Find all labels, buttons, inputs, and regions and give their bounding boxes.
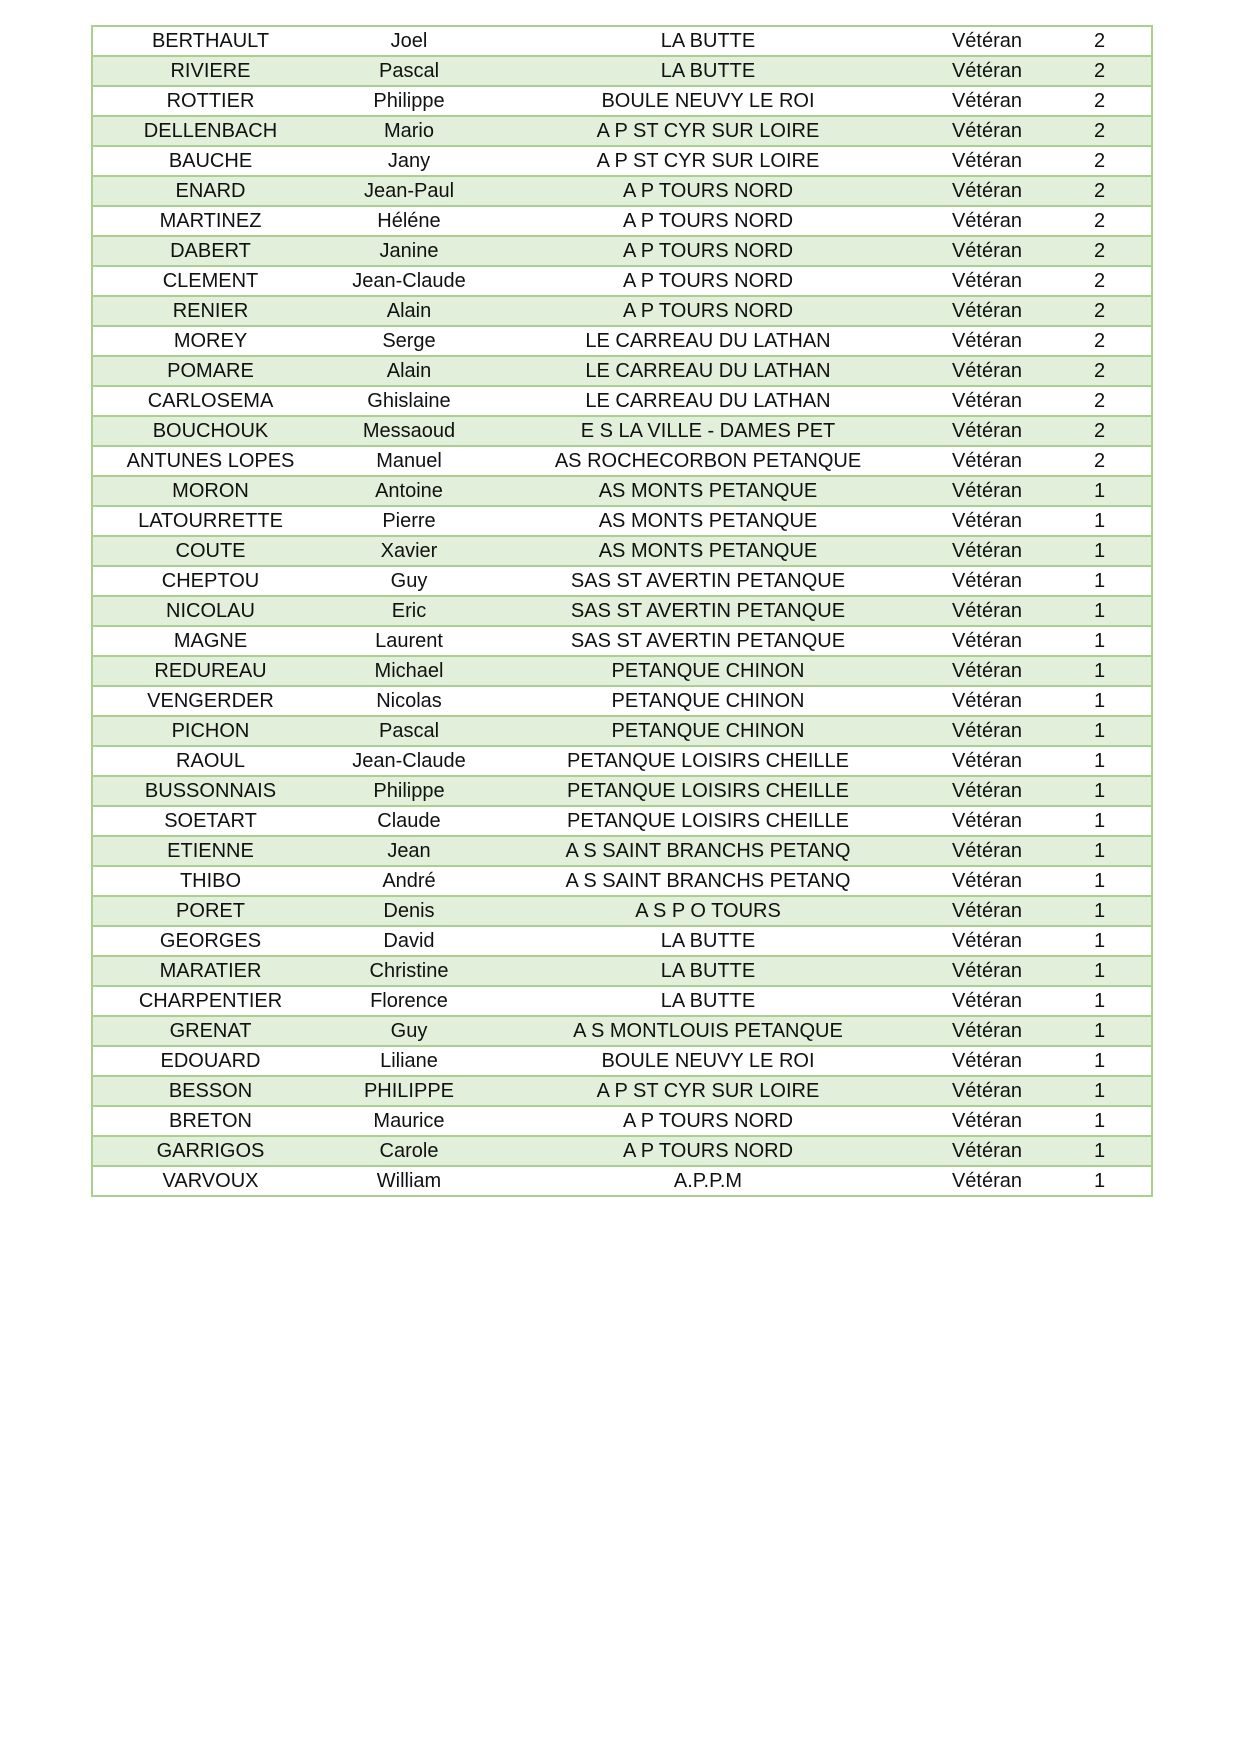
player-category: Vétéran — [926, 446, 1048, 476]
player-club: LE CARREAU DU LATHAN — [490, 326, 926, 356]
table-row — [92, 446, 1152, 476]
player-first-name: Claude — [328, 806, 490, 836]
player-club: A S SAINT BRANCHS PETANQ — [490, 836, 926, 866]
player-last-name: LATOURRETTE — [92, 506, 328, 536]
player-last-name: VENGERDER — [92, 686, 328, 716]
player-category: Vétéran — [926, 1016, 1048, 1046]
players-table — [91, 25, 1153, 1197]
player-points: 1 — [1048, 806, 1152, 836]
player-first-name: Jany — [328, 146, 490, 176]
player-category: Vétéran — [926, 1046, 1048, 1076]
player-last-name: NICOLAU — [92, 596, 328, 626]
player-club: AS ROCHECORBON PETANQUE — [490, 446, 926, 476]
player-points: 2 — [1048, 296, 1152, 326]
player-category: Vétéran — [926, 236, 1048, 266]
player-club: A S MONTLOUIS PETANQUE — [490, 1016, 926, 1046]
player-first-name: Xavier — [328, 536, 490, 566]
player-category: Vétéran — [926, 716, 1048, 746]
player-club: SAS ST AVERTIN PETANQUE — [490, 566, 926, 596]
player-club: PETANQUE LOISIRS CHEILLE — [490, 806, 926, 836]
player-club: PETANQUE LOISIRS CHEILLE — [490, 746, 926, 776]
player-club: PETANQUE CHINON — [490, 716, 926, 746]
player-last-name: GEORGES — [92, 926, 328, 956]
player-category: Vétéran — [926, 416, 1048, 446]
player-club: AS MONTS PETANQUE — [490, 536, 926, 566]
table-row — [92, 116, 1152, 146]
player-last-name: EDOUARD — [92, 1046, 328, 1076]
player-points: 1 — [1048, 686, 1152, 716]
player-last-name: RENIER — [92, 296, 328, 326]
player-last-name: DELLENBACH — [92, 116, 328, 146]
table-row — [92, 686, 1152, 716]
player-first-name: Florence — [328, 986, 490, 1016]
player-last-name: DABERT — [92, 236, 328, 266]
player-category: Vétéran — [926, 206, 1048, 236]
player-first-name: Eric — [328, 596, 490, 626]
player-club: SAS ST AVERTIN PETANQUE — [490, 626, 926, 656]
table-row — [92, 476, 1152, 506]
player-first-name: Liliane — [328, 1046, 490, 1076]
table-row — [92, 746, 1152, 776]
player-category: Vétéran — [926, 656, 1048, 686]
player-last-name: GRENAT — [92, 1016, 328, 1046]
table-row — [92, 926, 1152, 956]
player-first-name: Ghislaine — [328, 386, 490, 416]
player-club: A P TOURS NORD — [490, 206, 926, 236]
player-category: Vétéran — [926, 596, 1048, 626]
player-last-name: REDUREAU — [92, 656, 328, 686]
player-points: 1 — [1048, 1076, 1152, 1106]
table-row — [92, 26, 1152, 56]
player-first-name: Pierre — [328, 506, 490, 536]
player-category: Vétéran — [926, 1076, 1048, 1106]
player-category: Vétéran — [926, 536, 1048, 566]
player-club: PETANQUE LOISIRS CHEILLE — [490, 776, 926, 806]
player-points: 1 — [1048, 926, 1152, 956]
player-category: Vétéran — [926, 986, 1048, 1016]
player-club: LA BUTTE — [490, 26, 926, 56]
table-row — [92, 1016, 1152, 1046]
player-category: Vétéran — [926, 176, 1048, 206]
player-points: 1 — [1048, 1016, 1152, 1046]
table-row — [92, 956, 1152, 986]
player-first-name: David — [328, 926, 490, 956]
player-points: 2 — [1048, 386, 1152, 416]
player-category: Vétéran — [926, 386, 1048, 416]
player-category: Vétéran — [926, 896, 1048, 926]
table-row — [92, 206, 1152, 236]
player-club: A P TOURS NORD — [490, 1106, 926, 1136]
table-row — [92, 416, 1152, 446]
player-points: 1 — [1048, 986, 1152, 1016]
player-first-name: Alain — [328, 356, 490, 386]
table-row — [92, 566, 1152, 596]
player-last-name: COUTE — [92, 536, 328, 566]
player-category: Vétéran — [926, 806, 1048, 836]
player-first-name: Denis — [328, 896, 490, 926]
player-first-name: Christine — [328, 956, 490, 986]
player-last-name: BESSON — [92, 1076, 328, 1106]
player-points: 1 — [1048, 746, 1152, 776]
player-category: Vétéran — [926, 506, 1048, 536]
player-category: Vétéran — [926, 146, 1048, 176]
player-club: PETANQUE CHINON — [490, 686, 926, 716]
table-row — [92, 176, 1152, 206]
player-club: LA BUTTE — [490, 956, 926, 986]
player-points: 1 — [1048, 956, 1152, 986]
player-last-name: MOREY — [92, 326, 328, 356]
player-last-name: PORET — [92, 896, 328, 926]
player-points: 1 — [1048, 896, 1152, 926]
player-points: 1 — [1048, 566, 1152, 596]
table-row — [92, 656, 1152, 686]
player-last-name: CLEMENT — [92, 266, 328, 296]
player-club: A S P O TOURS — [490, 896, 926, 926]
player-first-name: Philippe — [328, 86, 490, 116]
player-points: 1 — [1048, 656, 1152, 686]
player-club: LA BUTTE — [490, 56, 926, 86]
player-club: A P TOURS NORD — [490, 176, 926, 206]
player-points: 2 — [1048, 326, 1152, 356]
player-club: A P ST CYR SUR LOIRE — [490, 116, 926, 146]
player-club: PETANQUE CHINON — [490, 656, 926, 686]
player-last-name: VARVOUX — [92, 1166, 328, 1196]
player-club: BOULE NEUVY LE ROI — [490, 86, 926, 116]
table-row — [92, 1136, 1152, 1166]
player-first-name: Pascal — [328, 716, 490, 746]
table-row — [92, 1166, 1152, 1196]
player-last-name: BAUCHE — [92, 146, 328, 176]
player-category: Vétéran — [926, 1166, 1048, 1196]
player-points: 2 — [1048, 116, 1152, 146]
player-club: A.P.P.M — [490, 1166, 926, 1196]
player-club: A P ST CYR SUR LOIRE — [490, 1076, 926, 1106]
players-table-body — [92, 26, 1152, 1196]
player-club: A P TOURS NORD — [490, 236, 926, 266]
player-category: Vétéran — [926, 746, 1048, 776]
player-last-name: SOETART — [92, 806, 328, 836]
table-row — [92, 1046, 1152, 1076]
player-club: A P ST CYR SUR LOIRE — [490, 146, 926, 176]
player-points: 2 — [1048, 446, 1152, 476]
player-points: 1 — [1048, 1046, 1152, 1076]
player-category: Vétéran — [926, 326, 1048, 356]
player-category: Vétéran — [926, 836, 1048, 866]
player-last-name: POMARE — [92, 356, 328, 386]
player-first-name: Jean — [328, 836, 490, 866]
player-last-name: MARATIER — [92, 956, 328, 986]
player-category: Vétéran — [926, 626, 1048, 656]
table-row — [92, 986, 1152, 1016]
table-row — [92, 1106, 1152, 1136]
player-first-name: Manuel — [328, 446, 490, 476]
player-points: 2 — [1048, 416, 1152, 446]
player-first-name: Pascal — [328, 56, 490, 86]
player-first-name: Jean-Claude — [328, 266, 490, 296]
player-last-name: RAOUL — [92, 746, 328, 776]
player-category: Vétéran — [926, 26, 1048, 56]
player-club: LE CARREAU DU LATHAN — [490, 386, 926, 416]
player-points: 2 — [1048, 236, 1152, 266]
player-points: 2 — [1048, 266, 1152, 296]
player-category: Vétéran — [926, 266, 1048, 296]
player-category: Vétéran — [926, 56, 1048, 86]
player-first-name: Nicolas — [328, 686, 490, 716]
player-last-name: BERTHAULT — [92, 26, 328, 56]
table-row — [92, 806, 1152, 836]
player-club: SAS ST AVERTIN PETANQUE — [490, 596, 926, 626]
table-row — [92, 56, 1152, 86]
player-first-name: Carole — [328, 1136, 490, 1166]
player-last-name: CARLOSEMA — [92, 386, 328, 416]
table-row — [92, 596, 1152, 626]
player-last-name: CHEPTOU — [92, 566, 328, 596]
table-row — [92, 1076, 1152, 1106]
player-first-name: Joel — [328, 26, 490, 56]
player-category: Vétéran — [926, 356, 1048, 386]
table-row — [92, 86, 1152, 116]
table-row — [92, 896, 1152, 926]
player-category: Vétéran — [926, 1106, 1048, 1136]
player-points: 1 — [1048, 506, 1152, 536]
table-row — [92, 626, 1152, 656]
player-club: A S SAINT BRANCHS PETANQ — [490, 866, 926, 896]
player-last-name: CHARPENTIER — [92, 986, 328, 1016]
player-points: 1 — [1048, 536, 1152, 566]
player-first-name: PHILIPPE — [328, 1076, 490, 1106]
player-last-name: ROTTIER — [92, 86, 328, 116]
table-row — [92, 776, 1152, 806]
player-last-name: ANTUNES LOPES — [92, 446, 328, 476]
player-points: 2 — [1048, 146, 1152, 176]
player-first-name: Michael — [328, 656, 490, 686]
table-row — [92, 506, 1152, 536]
player-first-name: Maurice — [328, 1106, 490, 1136]
player-category: Vétéran — [926, 566, 1048, 596]
player-last-name: BUSSONNAIS — [92, 776, 328, 806]
player-last-name: BOUCHOUK — [92, 416, 328, 446]
player-points: 1 — [1048, 836, 1152, 866]
table-row — [92, 326, 1152, 356]
player-first-name: Mario — [328, 116, 490, 146]
player-first-name: Serge — [328, 326, 490, 356]
player-category: Vétéran — [926, 476, 1048, 506]
player-points: 1 — [1048, 1166, 1152, 1196]
player-club: LE CARREAU DU LATHAN — [490, 356, 926, 386]
player-first-name: Janine — [328, 236, 490, 266]
player-points: 1 — [1048, 626, 1152, 656]
table-row — [92, 266, 1152, 296]
player-first-name: Guy — [328, 566, 490, 596]
player-club: AS MONTS PETANQUE — [490, 506, 926, 536]
player-first-name: Jean-Claude — [328, 746, 490, 776]
player-club: A P TOURS NORD — [490, 266, 926, 296]
table-row — [92, 866, 1152, 896]
player-points: 1 — [1048, 476, 1152, 506]
player-points: 1 — [1048, 1106, 1152, 1136]
player-last-name: ENARD — [92, 176, 328, 206]
player-points: 1 — [1048, 1136, 1152, 1166]
player-last-name: GARRIGOS — [92, 1136, 328, 1166]
player-points: 1 — [1048, 776, 1152, 806]
player-last-name: MAGNE — [92, 626, 328, 656]
player-points: 1 — [1048, 716, 1152, 746]
player-first-name: Guy — [328, 1016, 490, 1046]
player-category: Vétéran — [926, 926, 1048, 956]
player-points: 2 — [1048, 206, 1152, 236]
player-first-name: Jean-Paul — [328, 176, 490, 206]
player-points: 2 — [1048, 356, 1152, 386]
player-club: LA BUTTE — [490, 926, 926, 956]
table-row — [92, 146, 1152, 176]
table-row — [92, 386, 1152, 416]
player-category: Vétéran — [926, 686, 1048, 716]
player-club: A P TOURS NORD — [490, 296, 926, 326]
player-points: 2 — [1048, 26, 1152, 56]
player-first-name: André — [328, 866, 490, 896]
player-points: 1 — [1048, 866, 1152, 896]
player-points: 2 — [1048, 86, 1152, 116]
player-first-name: Alain — [328, 296, 490, 326]
player-first-name: Héléne — [328, 206, 490, 236]
player-category: Vétéran — [926, 866, 1048, 896]
player-club: BOULE NEUVY LE ROI — [490, 1046, 926, 1076]
player-category: Vétéran — [926, 956, 1048, 986]
player-points: 2 — [1048, 56, 1152, 86]
player-first-name: Messaoud — [328, 416, 490, 446]
player-last-name: MARTINEZ — [92, 206, 328, 236]
player-first-name: Philippe — [328, 776, 490, 806]
player-club: AS MONTS PETANQUE — [490, 476, 926, 506]
player-category: Vétéran — [926, 1136, 1048, 1166]
player-club: E S LA VILLE - DAMES PET — [490, 416, 926, 446]
table-row — [92, 296, 1152, 326]
player-club: A P TOURS NORD — [490, 1136, 926, 1166]
player-last-name: PICHON — [92, 716, 328, 746]
table-row — [92, 536, 1152, 566]
player-category: Vétéran — [926, 776, 1048, 806]
table-row — [92, 836, 1152, 866]
player-club: LA BUTTE — [490, 986, 926, 1016]
player-category: Vétéran — [926, 86, 1048, 116]
player-points: 1 — [1048, 596, 1152, 626]
player-first-name: Antoine — [328, 476, 490, 506]
player-points: 2 — [1048, 176, 1152, 206]
player-category: Vétéran — [926, 116, 1048, 146]
player-first-name: William — [328, 1166, 490, 1196]
table-row — [92, 236, 1152, 266]
player-last-name: MORON — [92, 476, 328, 506]
player-last-name: ETIENNE — [92, 836, 328, 866]
player-category: Vétéran — [926, 296, 1048, 326]
player-last-name: BRETON — [92, 1106, 328, 1136]
player-last-name: RIVIERE — [92, 56, 328, 86]
table-row — [92, 356, 1152, 386]
player-first-name: Laurent — [328, 626, 490, 656]
player-last-name: THIBO — [92, 866, 328, 896]
table-row — [92, 716, 1152, 746]
